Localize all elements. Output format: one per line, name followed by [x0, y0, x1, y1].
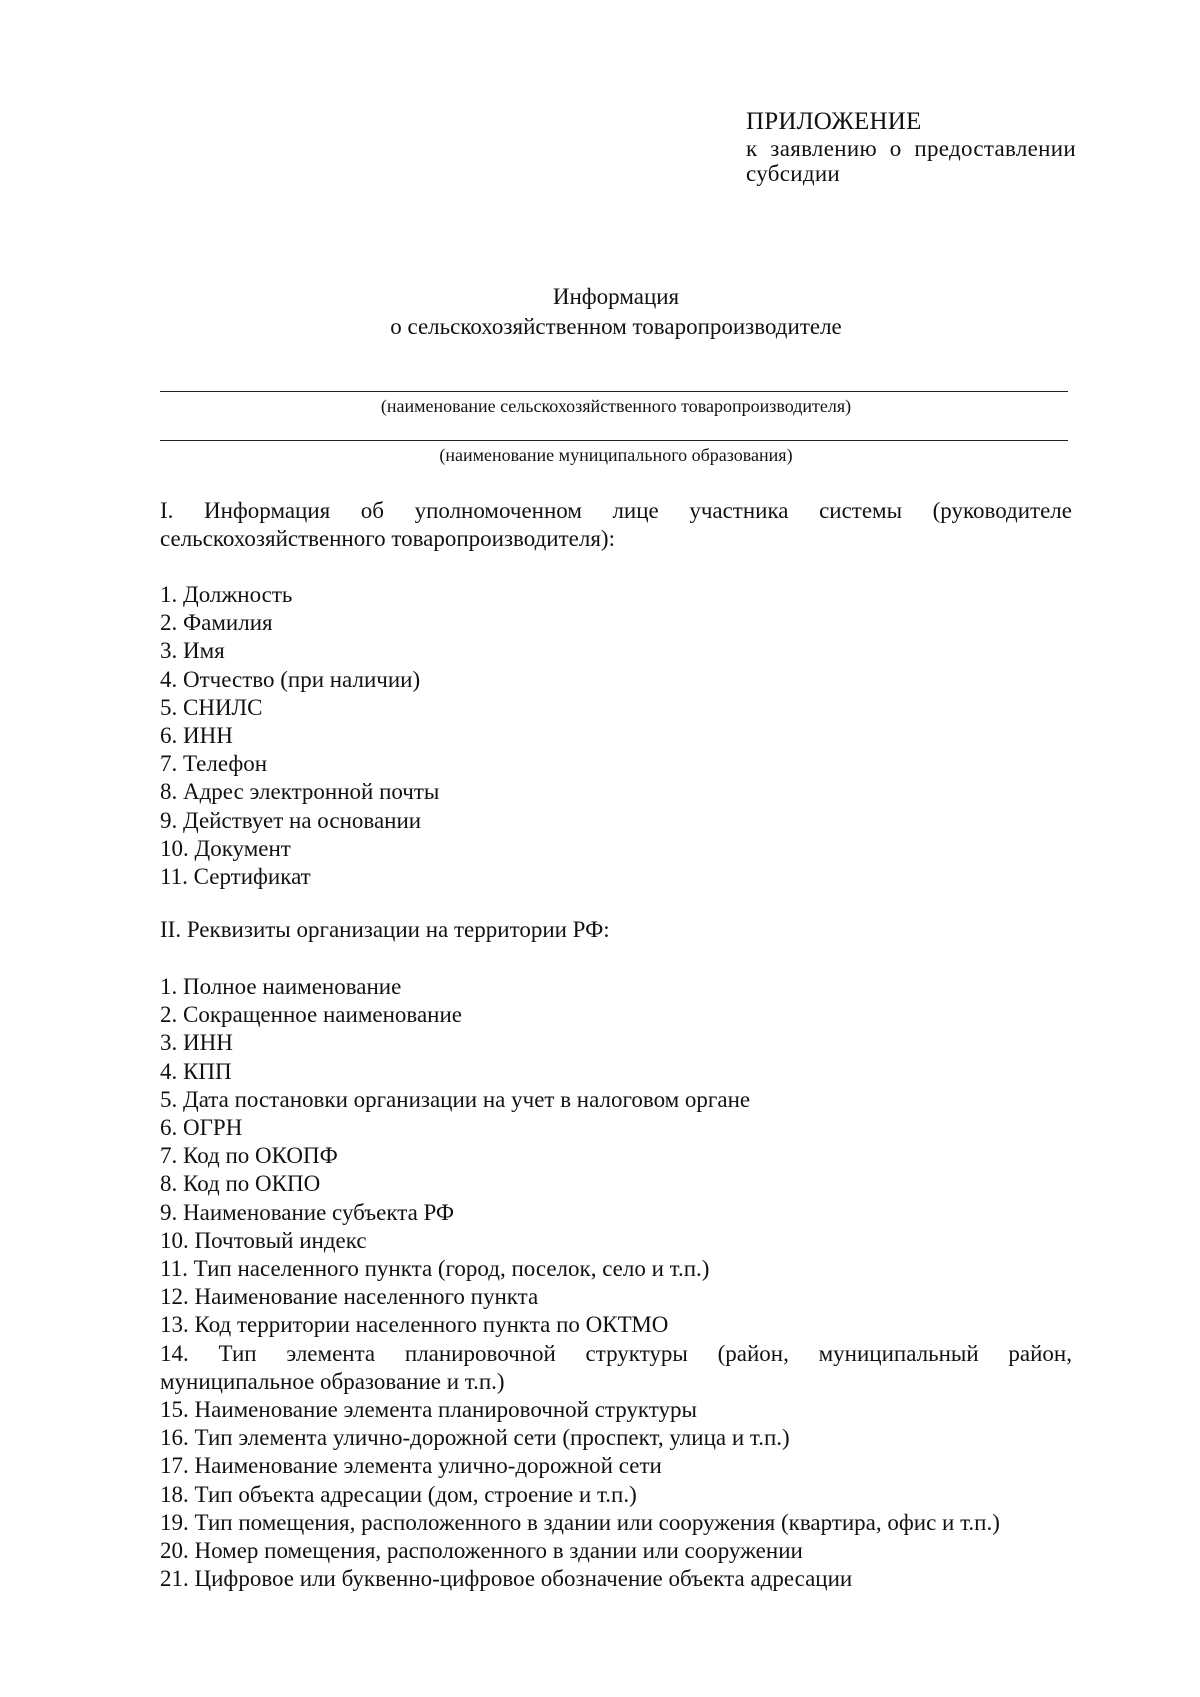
appendix-line-2: субсидии — [746, 161, 841, 186]
municipality-name-field-line — [160, 440, 1068, 441]
list-item: 10. Почтовый индекс — [160, 1227, 367, 1253]
section-1-heading — [160, 497, 1072, 553]
list-item: 9. Действует на основании — [160, 807, 422, 833]
list-item-continuation: муниципальное образование и т.п.) — [160, 1368, 505, 1394]
list-item: 3. ИНН — [160, 1030, 233, 1056]
section-1-list — [160, 581, 1072, 891]
municipality-name-caption: (наименование муниципального образования) — [439, 445, 793, 465]
list-item: 8. Адрес электронной почты — [160, 779, 440, 805]
list-item: 4. КПП — [160, 1058, 232, 1084]
section-2-list — [160, 973, 1072, 1593]
appendix-block — [746, 108, 1076, 186]
list-item: 11. Сертификат — [160, 864, 311, 890]
list-item: 5. СНИЛС — [160, 694, 263, 720]
section-1-heading-line-1: I. Информация об уполномоченном лице участника системы (руководителе — [160, 498, 1072, 523]
list-item: 17. Наименование элемента улично-дорожной сети — [160, 1453, 662, 1479]
list-item: 12. Наименование населенного пункта — [160, 1284, 539, 1310]
list-item: 16. Тип элемента улично-дорожной сети (проспект, улица и т.п.) — [160, 1425, 790, 1451]
list-item: 21. Цифровое или буквенно-цифровое обозначение объекта адресации — [160, 1566, 853, 1592]
appendix-line-1: к заявлению о предоставлении — [746, 136, 1076, 161]
list-item: 3. Имя — [160, 638, 225, 664]
list-item: 10. Документ — [160, 835, 291, 861]
document-subtitle: о сельскохозяйственном товаропроизводителе — [390, 314, 842, 339]
list-item: 2. Сокращенное наименование — [160, 1002, 462, 1028]
section-2-heading: II. Реквизиты организации на территории РФ: — [160, 917, 610, 942]
list-item: 18. Тип объекта адресации (дом, строение и т.п.) — [160, 1481, 637, 1507]
producer-name-field-line — [160, 391, 1068, 392]
list-item: 7. Код по ОКОПФ — [160, 1143, 338, 1169]
list-item: 1. Должность — [160, 582, 293, 607]
appendix-heading: ПРИЛОЖЕНИЕ — [746, 108, 922, 135]
document-title: Информация — [552, 284, 680, 309]
list-item: 2. Фамилия — [160, 610, 273, 636]
list-item: 1. Полное наименование — [160, 974, 402, 999]
section-1-heading-line-2: сельскохозяйственного товаропроизводителя): — [160, 526, 615, 551]
list-item: 19. Тип помещения, расположенного в здании или сооружения (квартира, офис и т.п.) — [160, 1509, 1000, 1535]
list-item: 11. Тип населенного пункта (город, поселок, село и т.п.) — [160, 1256, 710, 1282]
list-item: 8. Код по ОКПО — [160, 1171, 321, 1197]
producer-name-caption: (наименование сельскохозяйственного товаропроизводителя) — [380, 396, 852, 416]
list-item: 5. Дата постановки организации на учет в налоговом органе — [160, 1086, 751, 1112]
list-item: 9. Наименование субъекта РФ — [160, 1199, 455, 1225]
list-item: 20. Номер помещения, расположенного в здании или сооружении — [160, 1538, 803, 1564]
list-item: 14. Тип элемента планировочной структуры (район, муниципальный район, — [160, 1340, 1072, 1366]
list-item: 7. Телефон — [160, 751, 268, 777]
list-item: 6. ИНН — [160, 723, 233, 749]
list-item: 13. Код территории населенного пункта по ОКТМО — [160, 1312, 669, 1338]
list-item: 15. Наименование элемента планировочной структуры — [160, 1397, 698, 1423]
list-item: 6. ОГРН — [160, 1115, 243, 1141]
list-item: 4. Отчество (при наличии) — [160, 666, 421, 692]
